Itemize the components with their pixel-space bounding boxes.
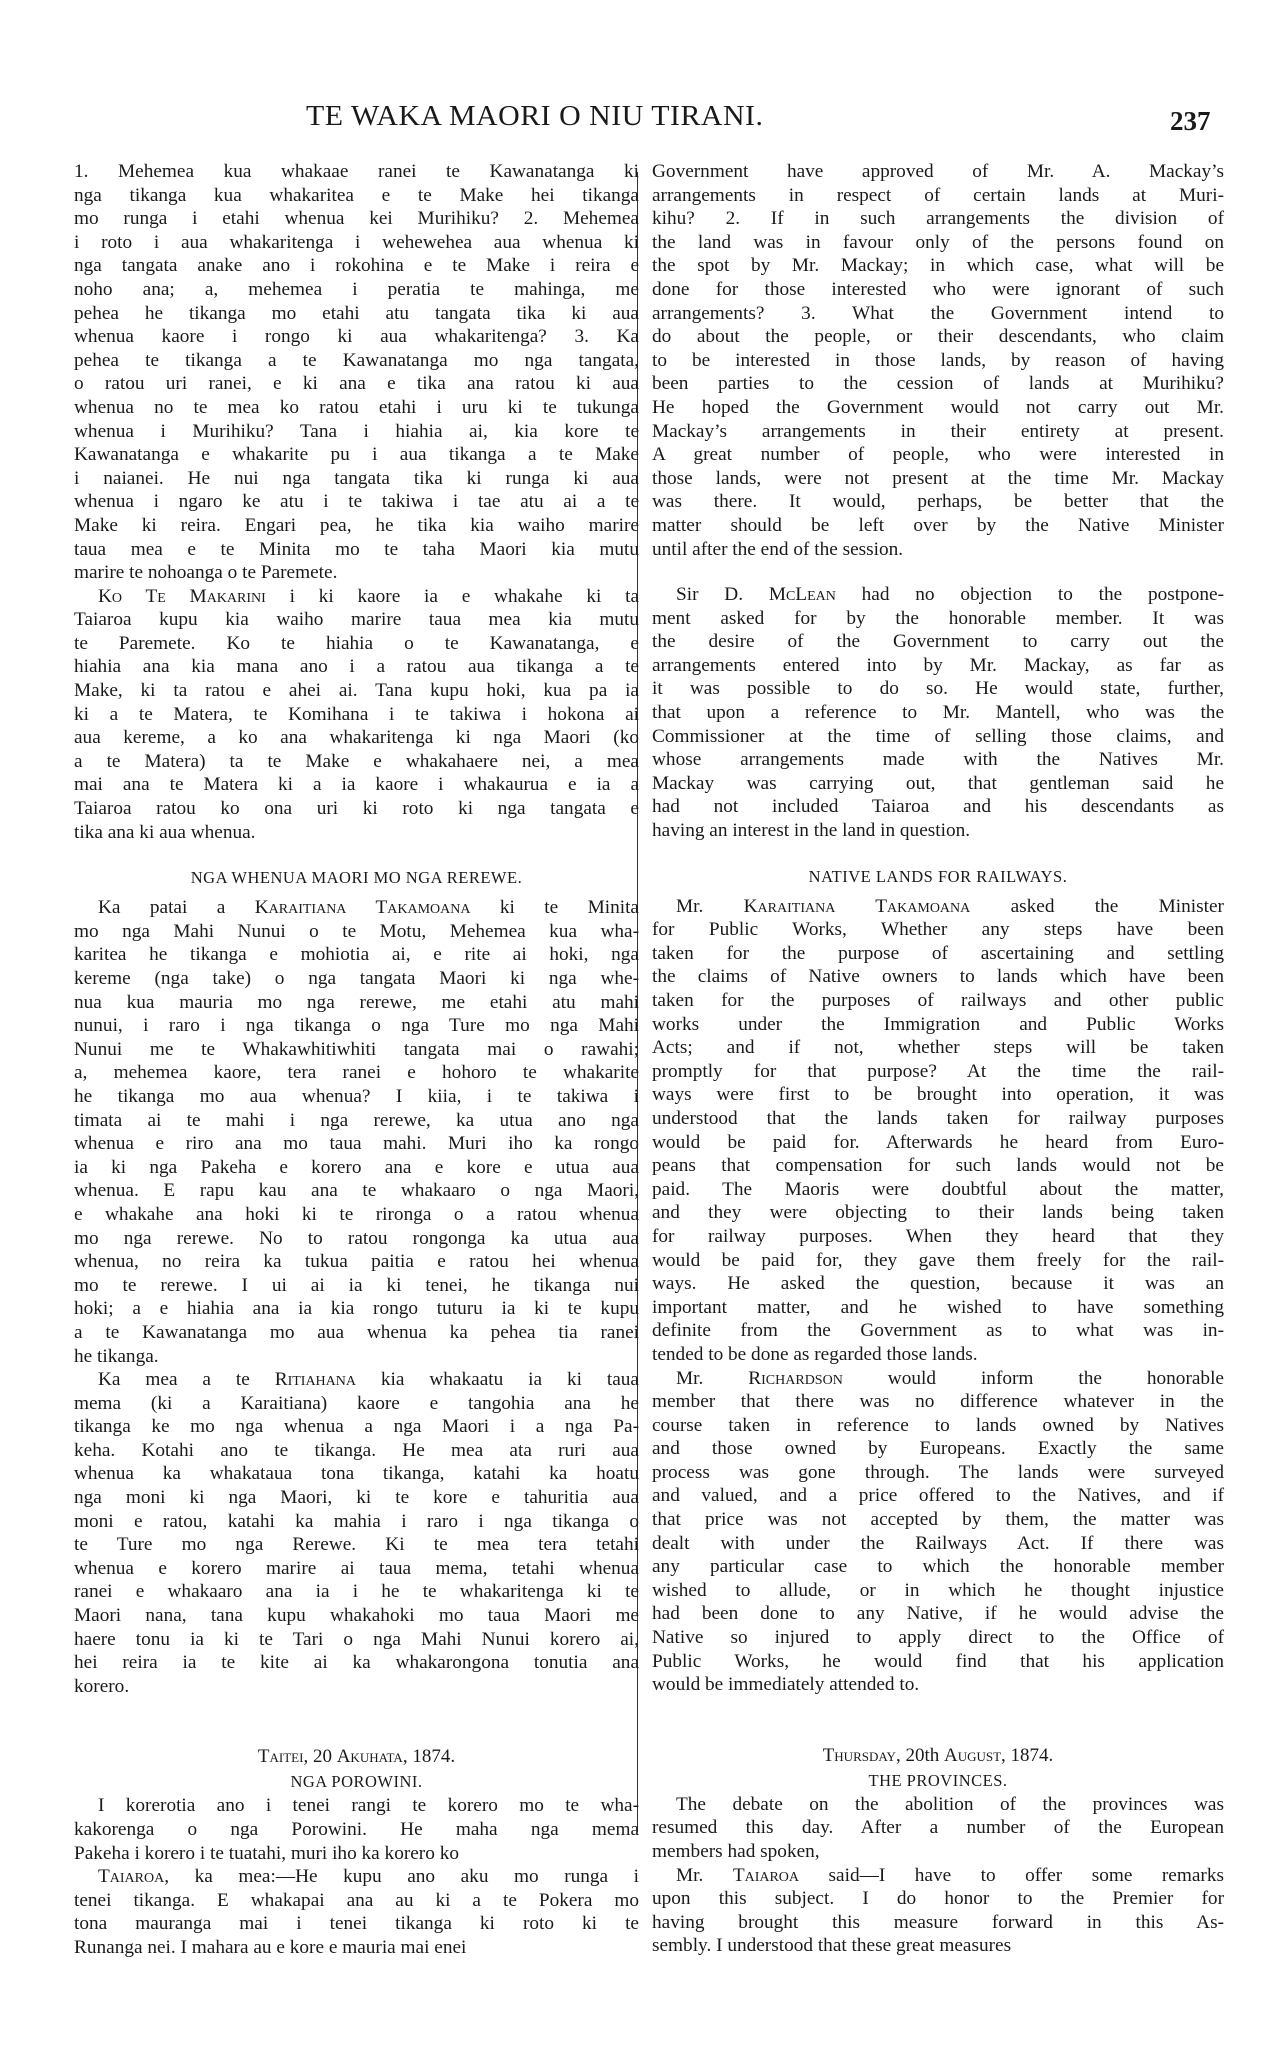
text-line: pehea he tikanga mo etahi atu tangata tika ki aua [74, 302, 639, 324]
text-line: until after the end of the session. [652, 538, 904, 560]
text-line: te Ture mo nga Rerewe. Ki te mea tera tetahi [74, 1534, 639, 1556]
text-line: the desire of the Government to carry out the [652, 631, 1224, 653]
paragraph-first-line: Mr. Karaitiana Takamoana asked the Minister [676, 895, 1224, 917]
text-line: hoki; a e hiahia ana ia kia rongo tuturu ia ki te kupu [74, 1298, 639, 1320]
text-line: karitea he tikanga e mohiotia ai, e rite ai hoki, nga [74, 944, 639, 966]
text-line: korero. [74, 1675, 130, 1697]
text-line: mo nga Mahi Nunui o te Motu, Mehemea kua wha- [74, 920, 639, 942]
paragraph-taiaroa-speech [74, 1865, 639, 1959]
running-title: TE WAKA MAORI O NIU TIRANI. [306, 100, 764, 132]
text-line: mema (ki a Karaitiana) kaore e tangohia ana he [74, 1392, 639, 1414]
text-line: matter should be left over by the Native Minister [652, 514, 1224, 536]
text-line: a te Matera) ta te Make e whakahaere nei, a mea [74, 750, 639, 772]
left-column-maori [74, 160, 639, 1960]
text-line: kihu? 2. If in such arrangements the division of [652, 208, 1224, 230]
speaker-name: Ritiahana [274, 1369, 356, 1391]
text-line: ki a te Matera, te Komihana i te takiwa i hokona ai [74, 703, 639, 725]
paragraph-taiaroa-speech-en [652, 1864, 1224, 1958]
text-line: works under the Immigration and Public Works [652, 1013, 1224, 1035]
text-line: would be paid for, they gave them freely for the rail- [652, 1249, 1224, 1271]
speaker-name: Taiaroa [98, 1866, 165, 1888]
text-line: paid. The Maoris were doubtful about the matter, [652, 1178, 1224, 1200]
paragraph-first-line: Ko Te Makarini i ki kaore ia e whakahe ki ta [98, 585, 639, 607]
text-line: Mackay was carrying out, that gentleman said he [652, 772, 1224, 794]
section-heading-nga-whenua: NGA WHENUA MAORI MO NGA REREWE. [190, 868, 523, 888]
page-number: 237 [1170, 106, 1211, 136]
text-line: been parties to the cession of lands at Murihiku? [652, 373, 1224, 395]
text-line: taken for the purpose of ascertaining and settling [652, 942, 1224, 964]
text-line: that price was not accepted by them, the matter was [652, 1509, 1224, 1531]
text-line: noho ana; a, mehemea i peratia te mahinga, me [74, 278, 639, 300]
text-line: Government have approved of Mr. A. Mackay’s [652, 161, 1224, 182]
section-heading-native-lands: NATIVE LANDS FOR RAILWAYS. [808, 866, 1068, 886]
text-line: Commissioner at the time of selling those claims, and [652, 725, 1224, 747]
text-line: ways were first to be brought into operation, it was [652, 1084, 1224, 1106]
text-line: tona mauranga mai i tenei tikanga ki roto ki te [74, 1913, 639, 1935]
text-line: tenei tikanga. E whakapai ana au ki a te Pokera mo [74, 1889, 639, 1911]
text-line: had been done to any Native, if he would advise the [652, 1603, 1224, 1625]
paragraph-porowini-debate [74, 1794, 639, 1865]
text-line: whose arrangements made with the Natives Mr. [652, 749, 1224, 771]
text-line: pehea te tikanga a te Kawanatanga mo nga tangata, [74, 349, 639, 371]
text-line: Make, ki ta ratou e ahei ai. Tana kupu hoki, kua pa ia [74, 680, 639, 702]
text-line: hiahia ana kia mana ano i a ratou aua tikanga a te [74, 656, 639, 678]
text-line: whenua ka whakataua tona tikanga, katahi ka hoatu [74, 1463, 639, 1485]
text-line: taua mea e te Minita mo te taha Maori kia mutu [74, 538, 639, 560]
paragraph-first-line: Ka mea a te Ritiahana kia whakaatu ia ki taua [98, 1369, 639, 1391]
text-line: whenua e riro ana mo taua mahi. Muri iho ka rongo [74, 1133, 639, 1155]
paragraph-mclean-reply [652, 583, 1224, 843]
text-line: kereme (nga take) o nga tangata Maori ki nga whe- [74, 968, 639, 989]
text-line: kakorenga o nga Porowini. He maha nga mema [74, 1819, 639, 1840]
text-line: and they were objecting to their lands being taken [652, 1202, 1224, 1224]
text-line: wished to allude, or in which he thought injustice [652, 1579, 1224, 1601]
text-line: Make ki reira. Engari pea, he tika kia waiho marire [74, 514, 639, 536]
paragraph-first-line: Sir D. McLean had no objection to the postpone- [676, 584, 1225, 606]
text-line: whenua e korero marire ai taua mema, tetahi whenua [74, 1557, 639, 1579]
text-line: ia ki nga Pakeha e korero ana e kore e utua aua [74, 1156, 639, 1178]
text-line: tended to be done as regarded those lands. [652, 1343, 978, 1365]
text-line: Taiaroa kupu kia waiho marire taua mea kia mutu [74, 609, 639, 631]
text-line: would be immediately attended to. [652, 1674, 920, 1696]
text-line: nga tikanga kua whakaritea e te Make hei tikanga [74, 184, 639, 206]
text-line: arrangements entered into by Mr. Mackay, as far as [652, 654, 1224, 676]
text-line: whenua. E rapu kau ana te whakaaro o nga Maori, [74, 1180, 639, 1202]
speaker-name: Ko Te Makarini [98, 585, 266, 607]
text-line: whenua kaore i rongo ki aua whakaritenga? 3. Ka [74, 326, 639, 348]
text-line: tika ana ki aua whenua. [74, 821, 256, 843]
text-line: upon this subject. I do honor to the Premier for [652, 1888, 1224, 1910]
text-line: haere tonu ia ki te Tari o nga Mahi Nunui korero ai, [74, 1628, 639, 1650]
text-line: mo runga i etahi whenua kei Murihiku? 2. Mehemea [74, 208, 639, 230]
text-line: dealt with under the Railways Act. If there was [652, 1532, 1224, 1554]
text-line: Native so injured to apply direct to the Office of [652, 1627, 1224, 1649]
text-line: a te Kawanatanga mo aua whenua ka pehea tia ranei [74, 1321, 639, 1343]
text-line: i naianei. He nui nga tangata tika ki runga ki aua [74, 467, 639, 489]
text-line: A great number of people, who were interested in [652, 444, 1224, 466]
text-line: ment asked for by the honorable member. It was [652, 607, 1224, 629]
text-line: mai ana te Matera ki a ia kaore i whakaurua e ia a [74, 774, 639, 796]
text-line: I korerotia ano i tenei rangi te korero mo te wha- [98, 1795, 639, 1817]
text-line: resumed this day. After a number of the European [652, 1817, 1224, 1839]
text-line: for railway purposes. When they heard that they [652, 1225, 1224, 1247]
text-line: Maori nana, tana kupu whakahoki mo taua Maori me [74, 1605, 639, 1627]
paragraph-first-line: Ka patai a Karaitiana Takamoana ki te Minita [98, 897, 639, 919]
text-line: he tikanga. [74, 1345, 159, 1367]
speaker-name: McLean [768, 584, 836, 606]
text-line: members had spoken, [652, 1841, 820, 1862]
paragraph-first-line: Taiaroa, ka mea:—He kupu ano aku mo runga i [98, 1866, 639, 1888]
text-line: Public Works, he would find that his application [652, 1650, 1224, 1672]
text-line: arrangements? 3. What the Government intend to [652, 302, 1224, 324]
speaker-name: Richardson [748, 1367, 843, 1389]
text-line: nunui, i raro i nga tikanga o nga Ture mo nga Mahi [74, 1015, 639, 1037]
text-line: do about the people, or their descendants, who claim [652, 326, 1224, 348]
text-line: keha. Kotahi ano te tikanga. He mea ata ruri aua [74, 1439, 639, 1461]
text-line: te Paremete. Ko te hiahia o te Kawanatanga, e [74, 632, 639, 654]
text-line: tikanga ke mo nga whenua a nga Maori i a nga Pa- [74, 1416, 639, 1438]
text-line: aua kereme, a ko ana whakaritenga ki nga Maori (ko [74, 727, 639, 749]
text-line: ranei e whakaaro ana ia i he te whakaritenga ki te [74, 1581, 639, 1603]
text-line: nga moni ki nga Maori, ki te kore e tahuritia aua [74, 1487, 639, 1509]
text-line: taken for the purposes of railways and other public [652, 990, 1224, 1011]
text-line: the land was in favour only of the persons found on [652, 231, 1224, 253]
text-line: he tikanga mo aua whenua? I kiia, i te takiwa i [74, 1085, 639, 1107]
text-line: process was gone through. The lands were surveyed [652, 1461, 1224, 1483]
text-line: member that there was no difference whatever in the [652, 1391, 1224, 1413]
text-line: o ratou uri ranei, e ki ana e tika ana ratou ki aua [74, 373, 639, 395]
text-line: mo te rerewe. I ui ai ia ki tenei, he tikanga nui [74, 1274, 639, 1296]
text-line: the claims of Native owners to lands which have been [652, 966, 1224, 988]
text-line: timata ai te mahi i nga rerewe, ka utua ano nga [74, 1109, 639, 1131]
section-heading-the-provinces: THE PROVINCES. [868, 1770, 1008, 1790]
text-line: marire te nohoanga o te Paremete. [74, 562, 338, 584]
speaker-name: Taiaroa [732, 1864, 800, 1886]
text-line: The debate on the abolition of the provinces was [676, 1793, 1224, 1815]
paragraph-richardson-reply [652, 1367, 1224, 1697]
text-line: Acts; and if not, whether steps will be taken [652, 1037, 1224, 1059]
text-line: Runanga nei. I mahara au e kore e mauria mai enei [74, 1936, 467, 1958]
text-line: important matter, and he wished to have something [652, 1296, 1224, 1318]
text-line: peans that compensation for such lands would not be [652, 1155, 1224, 1177]
text-line: and valued, and a price offered to the Natives, and if [652, 1485, 1224, 1507]
text-line: done for those interested who were ignorant of such [652, 278, 1224, 300]
text-line: whenua no te mea ko ratou etahi i uru ki te tukunga [74, 396, 639, 418]
text-line: those lands, were not present at the time Mr. Mackay [652, 467, 1224, 489]
right-column-english [652, 160, 1224, 1958]
text-line: nua kua mauria mo nga rerewe, me etahi atu mahi [74, 991, 639, 1013]
text-line: He hoped the Government would not carry out Mr. [652, 396, 1224, 418]
text-line: for Public Works, Whether any steps have been [652, 919, 1224, 941]
text-line: Mackay’s arrangements in their entirety at present. [652, 420, 1224, 442]
text-line: e whakahe ana hoki ki te rironga o a ratou whenua [74, 1203, 639, 1225]
text-line: whenua i ngaro ke atu i te takiwa i tae atu ai a te [74, 491, 639, 513]
text-line: ways. He asked the question, because it was an [652, 1273, 1224, 1295]
text-line: 1. Mehemea kua whakaae ranei te Kawanatanga ki [74, 161, 639, 182]
text-line: Pakeha i korero i te tuatahi, muri iho ka korero ko [74, 1842, 459, 1864]
page-header [0, 100, 1280, 140]
paragraph-karaitiana-question [74, 896, 639, 1368]
section-heading-nga-porowini: NGA POROWINI. [290, 1772, 423, 1792]
text-line: having an interest in the land in question. [652, 820, 971, 842]
text-line: nga tangata anake ano i rokohina e te Make i reira e [74, 255, 639, 277]
paragraph-question-murihiku [74, 160, 639, 585]
paragraph-first-line: Mr. Richardson would inform the honorable [676, 1367, 1224, 1389]
text-line: definite from the Government as to what was in- [652, 1320, 1224, 1342]
text-line: would be paid for. Afterwards he heard from Euro- [652, 1131, 1224, 1153]
text-line: a, mehemea kaore, tera ranei e hohoro te whakarite [74, 1062, 639, 1084]
text-line: and those owned by Europeans. Exactly the same [652, 1438, 1224, 1460]
paragraph-question-murihiku-en [652, 160, 1224, 561]
text-line: any particular case to which the honorable member [652, 1556, 1224, 1578]
text-line: to be interested in those lands, by reason of having [652, 349, 1224, 371]
text-line: Taiaroa ratou ko ona uri ki roto ki nga tangata e [74, 798, 639, 820]
paragraph-te-makarini [74, 585, 639, 845]
speaker-name: Karaitiana Takamoana [743, 895, 971, 917]
date-heading-taitei: Taitei, 20 Akuhata, 1874. [257, 1746, 456, 1768]
text-line: understood that the lands taken for railway purposes [652, 1107, 1224, 1129]
text-line: was there. It would, perhaps, be better that the [652, 491, 1224, 513]
text-line: Nunui me te Whakawhitiwhiti tangata mai o rawahi; [74, 1038, 639, 1060]
text-line: the spot by Mr. Mackay; in which case, what will be [652, 255, 1224, 277]
text-line: Kawanatanga e whakarite pu i aua tikanga a te Make [74, 444, 639, 466]
text-line: having brought this measure forward in this As- [652, 1911, 1224, 1933]
date-heading-thursday: Thursday, 20th August, 1874. [822, 1744, 1054, 1766]
paragraph-provinces-debate [652, 1793, 1224, 1864]
paragraph-first-line: Mr. Taiaroa said—I have to offer some remarks [676, 1864, 1224, 1886]
text-line: i roto i aua whakaritenga i wehewehea aua whenua ki [74, 231, 639, 253]
text-line: that upon a reference to Mr. Mantell, who was the [652, 702, 1224, 724]
text-line: mo nga rerewe. No to ratou rongonga ka utua aua [74, 1227, 639, 1249]
text-line: course taken in reference to lands owned by Natives [652, 1414, 1224, 1436]
text-line: sembly. I understood that these great measures [652, 1935, 1012, 1957]
text-line: it was possible to do so. He would state, further, [652, 678, 1224, 700]
paragraph-ritiahana-reply [74, 1368, 639, 1698]
speaker-name: Karaitiana Takamoana [254, 897, 471, 919]
text-line: had not included Taiaroa and his descendants as [652, 796, 1224, 818]
paragraph-karaitiana-question-en [652, 895, 1224, 1367]
text-line: hei reira ia te kite ai ka whakarongona tonutia ana [74, 1652, 639, 1674]
text-line: moni e ratou, katahi ka mahia i raro i nga tikanga o [74, 1510, 639, 1532]
text-line: whenua i Murihiku? Tana i hiahia ai, kia kore te [74, 420, 639, 442]
text-line: promptly for that purpose? At the time the rail- [652, 1060, 1224, 1082]
text-line: whenua, no reira ka tukua paitia e ratou hei whenua [74, 1251, 639, 1273]
text-line: arrangements in respect of certain lands at Muri- [652, 184, 1224, 206]
